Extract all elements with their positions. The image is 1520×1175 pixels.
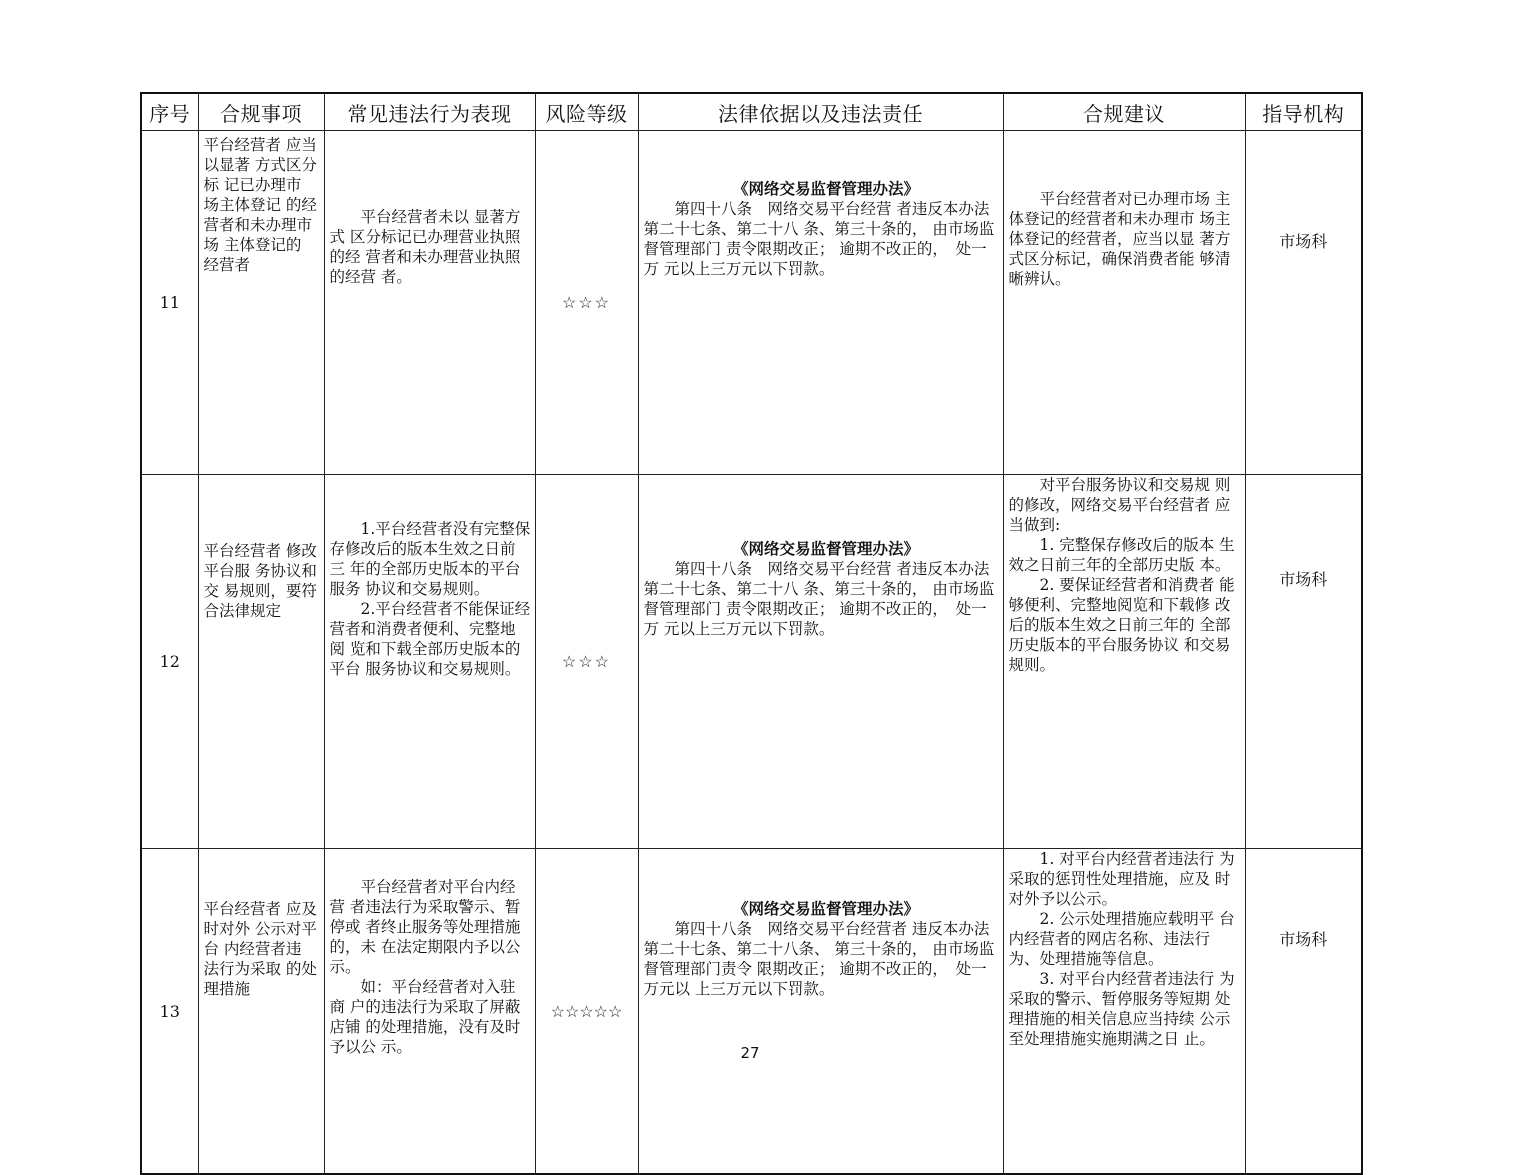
risk-level-stars: ☆☆☆☆☆ — [535, 849, 638, 1175]
table-row — [141, 131, 1362, 475]
violation-behavior: 2.平台经营者不能保证经 营者和消费者便利、完整地阅 览和下载全部历史版本的平台 服务协议和交易规则。 — [329, 600, 531, 678]
table-row — [141, 849, 1362, 1175]
law-text: 第四十八条 网络交易平台经营者 违反本办法第二十七条、第二十八条、 第三十条的， 由市场监督管理部门责令 限期改正； 逾期不改正的， 处一万元以 上三万元以下罚款。 — [643, 920, 995, 998]
compliance-item: 平台经营者 应当以显著 方式区分标 记已办理市 场主体登记 的经营者和未办理市场 主体登记的 经营者 — [203, 136, 317, 274]
guidance-org: 市场科 — [1245, 131, 1362, 475]
row-seq: 12 — [141, 475, 198, 849]
table-header-row — [141, 93, 1362, 131]
risk-level-stars: ☆☆☆ — [535, 131, 638, 475]
header-advice: 合规建议 — [1003, 93, 1245, 131]
compliance-item: 平台经营者 修改平台服 务协议和交 易规则，要符 合法律规定 — [203, 542, 317, 620]
table-row — [141, 475, 1362, 849]
risk-level-stars: ☆☆☆ — [535, 475, 638, 849]
header-behavior: 常见违法行为表现 — [324, 93, 535, 131]
violation-behavior: 1.平台经营者没有完整保 存修改后的版本生效之日前三 年的全部历史版本的平台服务 协议和交易规则。 — [329, 520, 531, 598]
compliance-advice: 对平台服务协议和交易规 则的修改，网络交易平台经营者 应当做到: — [1008, 476, 1231, 534]
violation-behavior: 如：平台经营者对入驻商 户的违法行为采取了屏蔽店铺 的处理措施，没有及时予以公 示。 — [329, 978, 521, 1056]
violation-behavior: 平台经营者对平台内经营 者违法行为采取警示、暂停或 者终止服务等处理措施的，未 在法定期限内予以公示。 — [329, 878, 521, 976]
violation-behavior: 平台经营者未以 显著方式 区分标记已办理营业执照的经 营者和未办理营业执照的经营 者。 — [329, 208, 521, 286]
header-law: 法律依据以及违法责任 — [638, 93, 1003, 131]
compliance-advice: 1. 对平台内经营者违法行 为采取的惩罚性处理措施，应及 时对外予以公示。 — [1008, 850, 1235, 908]
guidance-org: 市场科 — [1245, 475, 1362, 849]
header-item: 合规事项 — [198, 93, 324, 131]
page-number: 27 — [740, 1044, 760, 1062]
compliance-advice: 平台经营者对已办理市场 主体登记的经营者和未办理市 场主体登记的经营者，应当以显 著方式区分标记，确保消费者能 够清晰辨认。 — [1008, 190, 1231, 288]
header-seq: 序号 — [141, 93, 198, 131]
compliance-advice: 3. 对平台内经营者违法行 为采取的警示、暂停服务等短期 处理措施的相关信息应当持续 公示至处理措施实施期满之日 止。 — [1008, 970, 1235, 1048]
compliance-advice: 2. 公示处理措施应载明平 台内经营者的网店名称、违法行 为、处理措施等信息。 — [1008, 910, 1235, 968]
compliance-advice: 1. 完整保存修改后的版本 生效之日前三年的全部历史版 本。 — [1008, 536, 1235, 574]
law-title: 《网络交易监督管理办法》 — [732, 179, 919, 198]
compliance-item: 平台经营者 应及时对外 公示对平台 内经营者违 法行为采取 的处理措施 — [203, 900, 317, 998]
law-text: 第四十八条 网络交易平台经营 者违反本办法第二十七条、第二十八 条、第三十条的， 由市场监督管理部门 责令限期改正； 逾期不改正的， 处一万 元以上三万元以下罚款。 — [643, 200, 995, 278]
compliance-table — [140, 92, 1363, 1175]
row-seq: 11 — [141, 131, 198, 475]
guidance-org: 市场科 — [1245, 849, 1362, 1175]
header-org: 指导机构 — [1245, 93, 1362, 131]
law-text: 第四十八条 网络交易平台经营 者违反本办法第二十七条、第二十八 条、第三十条的， 由市场监督管理部门 责令限期改正； 逾期不改正的， 处一万 元以上三万元以下罚款。 — [643, 560, 995, 638]
header-risk: 风险等级 — [535, 93, 638, 131]
compliance-advice: 2. 要保证经营者和消费者 能够便利、完整地阅览和下载修 改后的版本生效之日前三年的 全部历史版本的平台服务协议 和交易规则。 — [1008, 576, 1235, 674]
law-title: 《网络交易监督管理办法》 — [732, 899, 919, 918]
row-seq: 13 — [141, 849, 198, 1175]
law-title: 《网络交易监督管理办法》 — [732, 539, 919, 558]
